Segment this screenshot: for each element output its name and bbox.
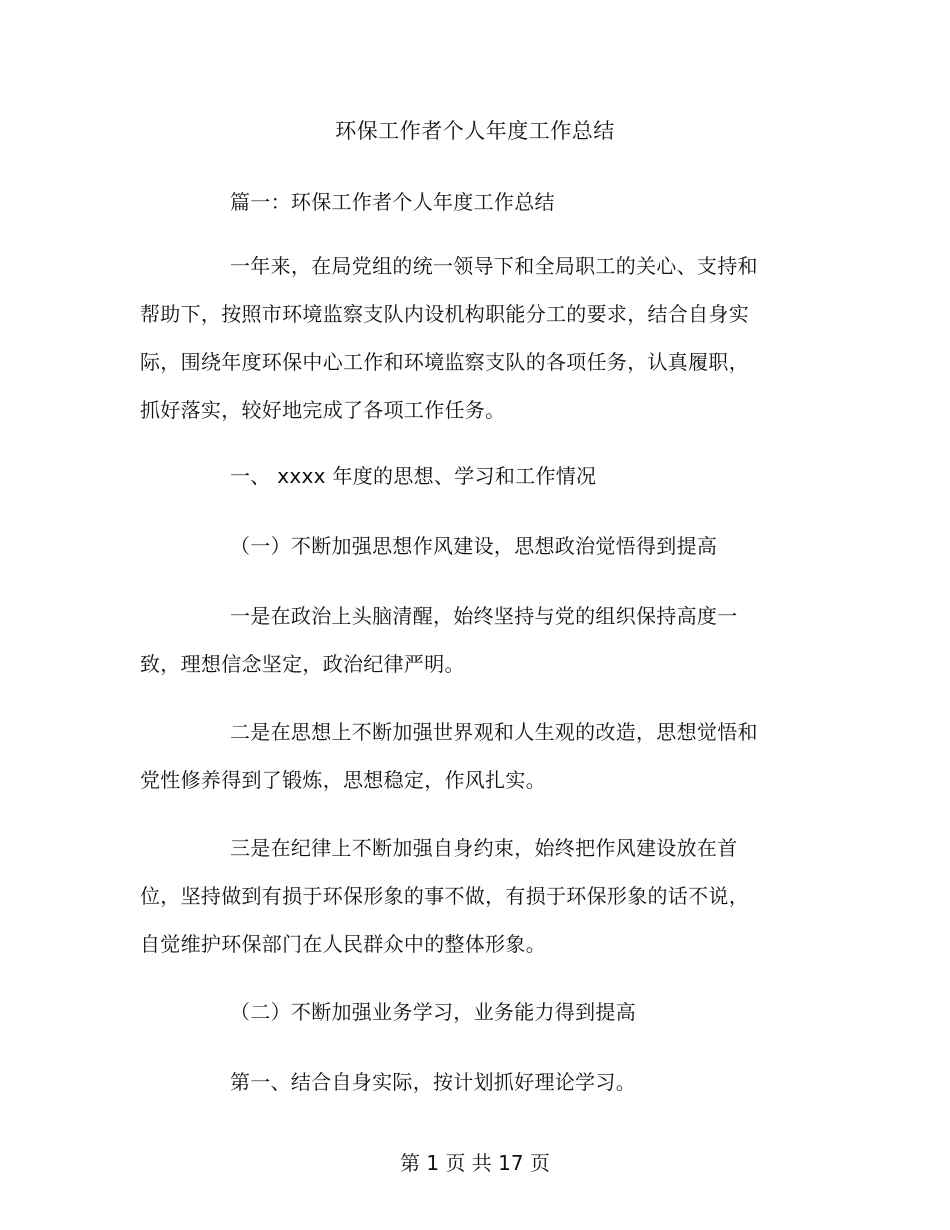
text-line: 际，围绕年度环保中心工作和环境监察支队的各项任务，认真履职，	[140, 350, 749, 374]
text-line: 篇一：环保工作者个人年度工作总结	[230, 190, 555, 214]
text-line: 一、 xxxx 年度的思想、学习和工作情况	[230, 464, 597, 488]
text-line: 三是在纪律上不断加强自身约束，始终把作风建设放在首	[230, 836, 738, 860]
point-paragraph-2	[140, 708, 780, 804]
text-line: 二是在思想上不断加强世界观和人生观的改造，思想觉悟和	[230, 720, 758, 744]
text-line: 抓好落实，较好地完成了各项工作任务。	[140, 398, 506, 422]
intro-paragraph	[140, 242, 780, 434]
text-line: 帮助下，按照市环境监察支队内设机构职能分工的要求，结合自身实	[140, 302, 749, 326]
page-footer: 第 1 页 共 17 页	[400, 1151, 550, 1175]
text-line: 一年来，在局党组的统一领导下和全局职工的关心、支持和	[230, 254, 758, 278]
document-title: 环保工作者个人年度工作总结	[335, 119, 615, 143]
text-line: （二）不断加强业务学习，业务能力得到提高	[230, 1000, 636, 1024]
text-line: 位，坚持做到有损于环保形象的事不做，有损于环保形象的话不说，	[140, 884, 749, 908]
text-line: 致，理想信念坚定，政治纪律严明。	[140, 652, 465, 676]
text-line: （一）不断加强思想作风建设，思想政治觉悟得到提高	[230, 534, 718, 558]
text-line: 自觉维护环保部门在人民群众中的整体形象。	[140, 932, 546, 956]
point-paragraph-3	[140, 824, 780, 968]
text-line: 一是在政治上头脑清醒，始终坚持与党的组织保持高度一	[230, 604, 738, 628]
point-paragraph-1	[140, 592, 780, 688]
text-line: 第一、结合自身实际，按计划抓好理论学习。	[230, 1070, 636, 1094]
point-paragraph-4	[140, 1058, 780, 1106]
subsection-heading-1	[140, 522, 780, 570]
section-heading-1	[140, 452, 780, 500]
text-line: 党性修养得到了锻炼，思想稳定，作风扎实。	[140, 768, 546, 792]
subtitle-paragraph	[140, 178, 780, 226]
subsection-heading-2	[140, 988, 780, 1036]
